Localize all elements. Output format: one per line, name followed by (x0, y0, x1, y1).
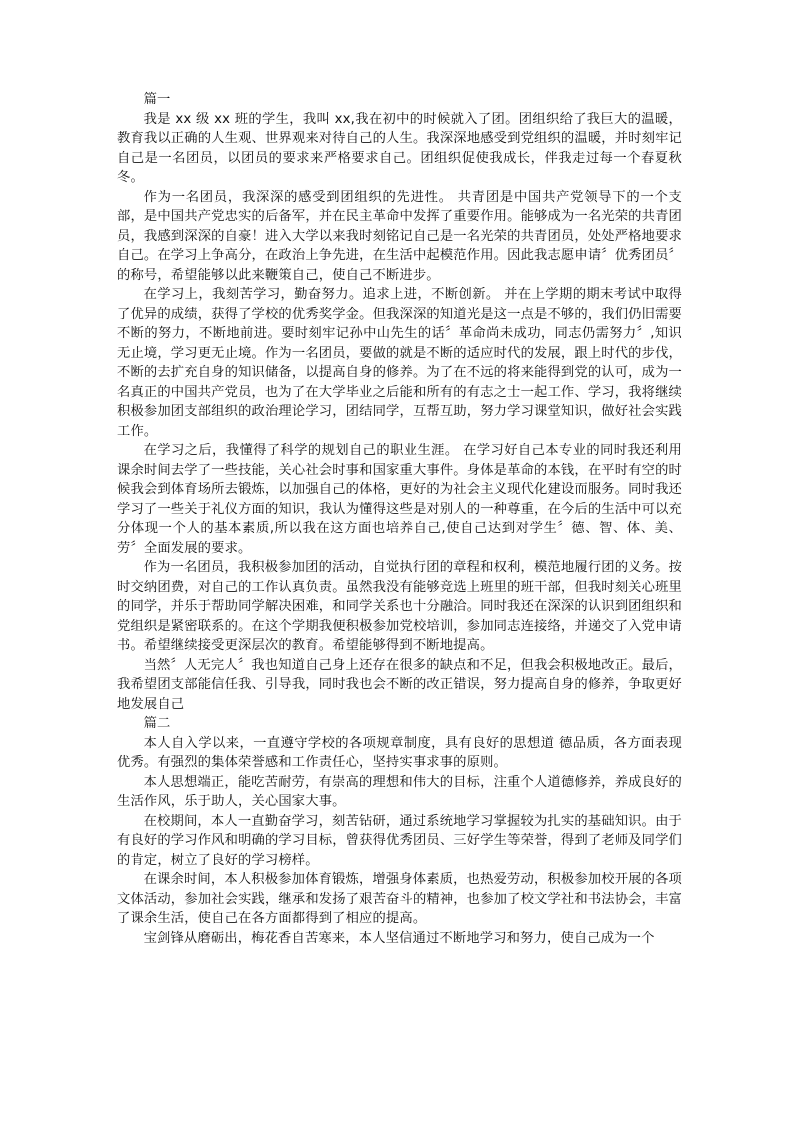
document-page (117, 90, 682, 948)
paragraph: 作为一名团员，我深深的感受到团组织的先进性。 共青团是中国共产党领导下的一个支部，是中国共产党忠实的后备军，并在民主革命中发挥了重要作用。能够成为一名光荣的共青团员，我感到深深的自豪！进入大学以来我时刻铭记自己是一名光荣的共青团员，处处严格地要求自己。在学习上争高分，在政治上争先进，在生活中起模范作用。因此我志愿申请〞优秀团员〞的称号，希望能够以此来鞭策自己，使自己不断进步。 (117, 189, 682, 283)
section-title: 篇一 (143, 92, 171, 107)
paragraph: 当然〞人无完人〞我也知道自己身上还存在很多的缺点和不足，但我会积极地改正。最后，我希望团支部能信任我、引导我，同时我也会不断的改正错误，努力提高自身的修养，争取更好地发展自己 (117, 657, 682, 712)
paragraph: 作为一名团员，我积极参加团的活动，自觉执行团的章程和权利，模范地履行团的义务。按时交纳团费，对自己的工作认真负责。虽然我没有能够竞选上班里的班干部，但我时刻关心班里的同学，并乐于帮助同学解决困难，和同学关系也十分融洽。同时我还在深深的认识到团组织和党组织是紧密联系的。在这个学期我便积极参加党校培训，参加同志连接络，并递交了入党申请书。希望继续接受更深层次的教育。希望能够得到不断地提高。 (117, 560, 682, 653)
paragraph: 宝剑锋从磨砺出，梅花香自苦寒来，本人坚信通过不断地学习和努力，使自己成为一个 (143, 930, 655, 946)
paragraph: 本人自入学以来，一直遵守学校的各项规章制度，具有良好的思想道 德品质，各方面表现优秀。有强烈的集体荣誉感和工作责任心，坚持实事求事的原则。 (117, 735, 682, 770)
paragraph: 我是 xx 级 xx 班的学生，我叫 xx,我在初中的时候就入了团。团组织给了我巨大的温暖，教育我以正确的人生观、世界观来对待自己的人生。我深深地感受到党组织的温暖，并时刻牢记自己是一名团员，以团员的要求来严格要求自己。团组织促使我成长，伴我走过每一个春夏秋冬。 (117, 111, 682, 185)
paragraph: 本人思想端正，能吃苦耐劳，有崇高的理想和伟大的目标，注重个人道德修养，养成良好的生活作风，乐于助人，关心国家大事。 (117, 774, 682, 809)
paragraph: 在学习之后，我懂得了科学的规划自己的职业生涯。 在学习好自己本专业的同时我还利用课余时间去学了一些技能，关心社会时事和国家重大事件。身体是革命的本钱，在平时有空的时候我会到体育场所去锻炼，以加强自己的体格，更好的为社会主义现代化建设而服务。同时我还学习了一些关于礼仪方面的知识，我认为懂得这些是对别人的一种尊重，在今后的生活中可以充分体现一个人的基本素质,所以我在这方面也培养自己,使自己达到对学生〞德、智、体、美、劳〞全面发展的要求。 (117, 443, 682, 556)
paragraph: 在课余时间，本人积极参加体育锻炼，增强身体素质，也热爱劳动，积极参加校开展的各项文体活动，参加社会实践，继承和发扬了艰苦奋斗的精神，也参加了校文学社和书法协会，丰富了课余生活，使自己在各方面都得到了相应的提高。 (117, 872, 682, 926)
section-title: 篇二 (143, 716, 171, 731)
paragraph: 在学习上，我刻苦学习，勤奋努力。追求上进，不断创新。 并在上学期的期末考试中取得了优异的成绩，获得了学校的优秀奖学金。但我深深的知道光是这一点是不够的，我们仍旧需要不断的努力，不断地前进。要时刻牢记孙中山先生的话〞革命尚未成功，同志仍需努力〞,知识无止境，学习更无止境。作为一名团员，要做的就是不断的适应时代的发展，跟上时代的步伐，不断的去扩充自身的知识储备，以提高自身的修养。为了在不远的将来能得到党的认可，成为一名真正的中国共产党员，也为了在大学毕业之后能和所有的有志之士一起工作、学习，我将继续积极参加团支部组织的政治理论学习，团结同学，互帮互助，努力学习课堂知识，做好社会实践工作。 (117, 287, 682, 439)
paragraph: 在校期间，本人一直勤奋学习，刻苦钻研，通过系统地学习掌握较为扎实的基础知识。由于有良好的学习作风和明确的学习目标，曾获得优秀团员、三好学生等荣誉，得到了老师及同学们的肯定，树立了良好的学习榜样。 (117, 813, 682, 868)
